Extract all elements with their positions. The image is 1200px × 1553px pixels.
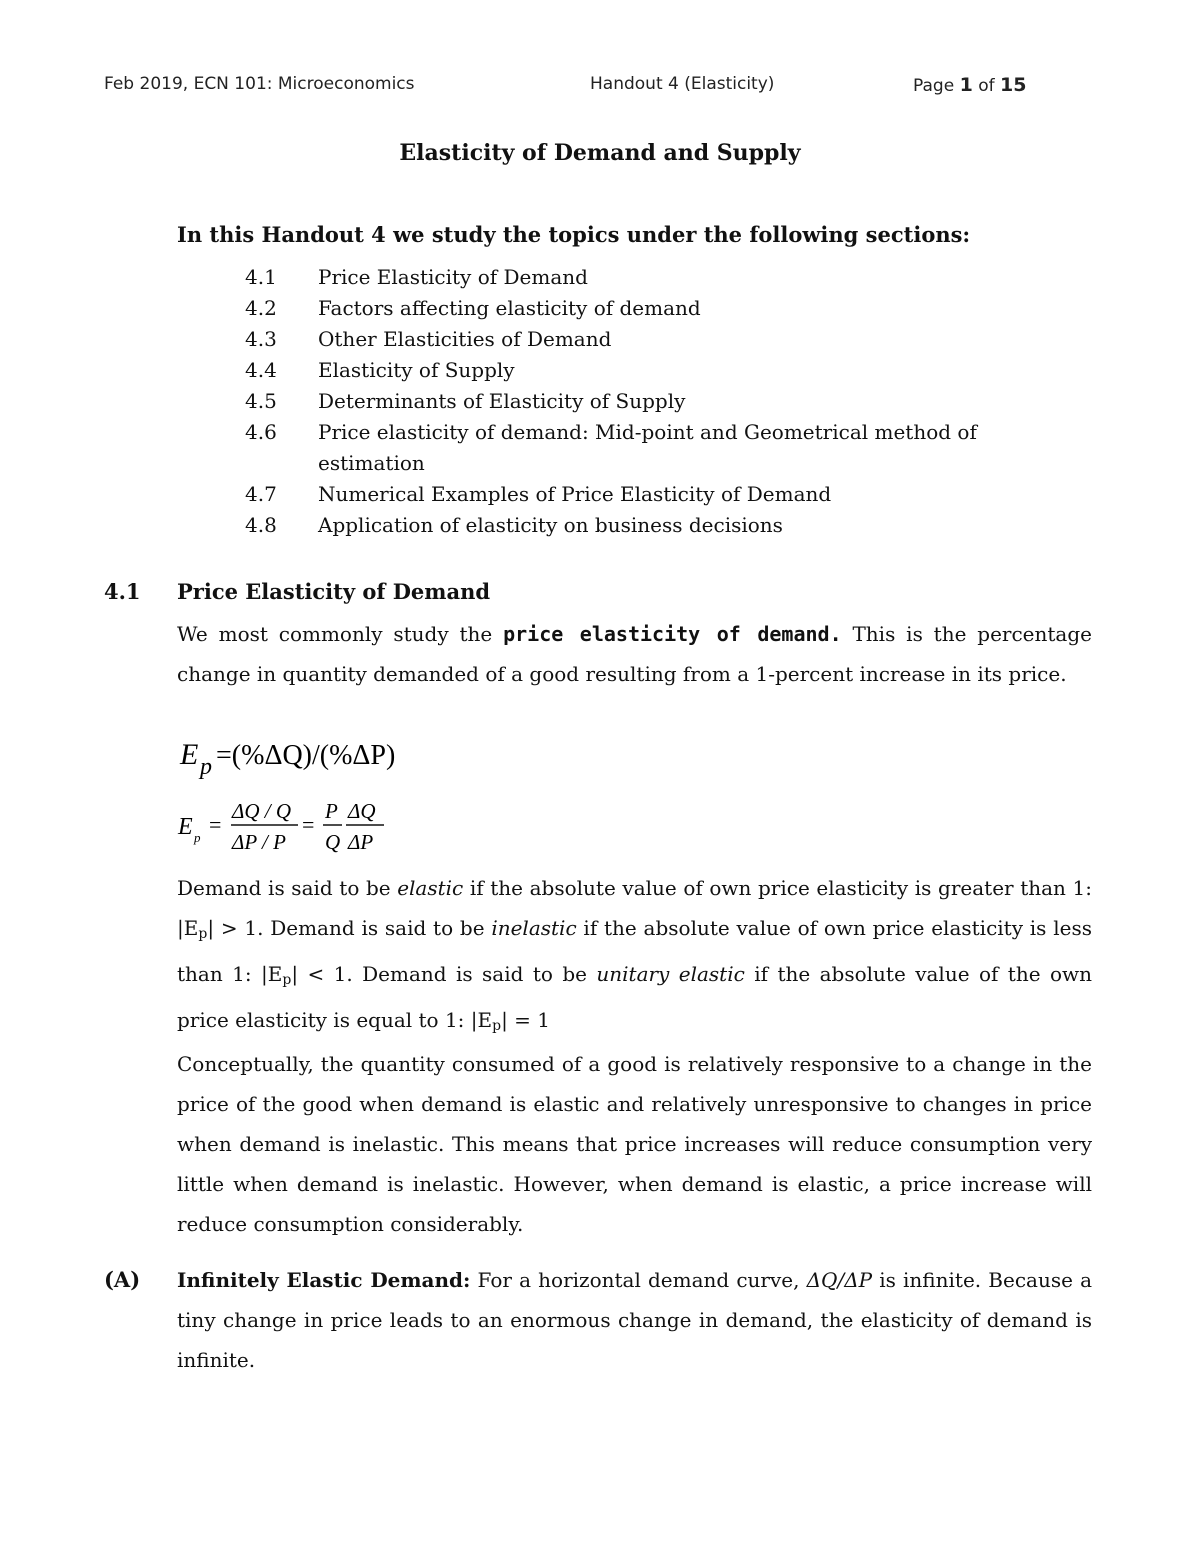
case-label: (A): [104, 1267, 141, 1292]
elasticity-formula-fraction: [176, 792, 416, 862]
toc-item-number: 4.5: [245, 389, 277, 413]
paragraph-elasticity-cases: Demand is said to be elastic if the absolute value of own price elasticity is greater than 1: $|E_p| > 1$. Demand is said to be inelastic if the absolute value of own price elasticity is less than 1: $|E_p| < 1$. Demand is said to be unitary elastic if the absolute value of the own price elasticity is equal to 1: $|E_p| = 1$: [177, 876, 1092, 1034]
svg-text:P: P: [325, 799, 338, 823]
svg-text:=: =: [209, 812, 222, 837]
svg-text:ΔQ: ΔQ: [348, 799, 376, 823]
toc-item-text: Other Elasticities of Demand: [318, 327, 612, 351]
header-page-number: Page 1 of 15: [913, 74, 1027, 96]
svg-text:ΔP / P: ΔP / P: [232, 830, 286, 854]
svg-text:E: E: [178, 814, 193, 840]
table-of-contents: [245, 262, 1045, 541]
svg-text:=(%ΔQ)/(%ΔP): =(%ΔQ)/(%ΔP): [216, 740, 396, 771]
toc-item: [245, 293, 1045, 324]
svg-text:p: p: [194, 830, 201, 845]
toc-item: [245, 324, 1045, 355]
toc-item-text: Numerical Examples of Price Elasticity of Demand: [318, 482, 832, 506]
svg-text:=: =: [302, 812, 315, 837]
toc-item-text: Application of elasticity on business decisions: [318, 513, 783, 537]
header-handout: Handout 4 (Elasticity): [590, 74, 775, 94]
toc-item-text: Elasticity of Supply: [318, 358, 515, 382]
svg-text:ΔQ / Q: ΔQ / Q: [232, 799, 291, 823]
toc-item: [245, 355, 1045, 386]
toc-item-number: 4.7: [245, 482, 277, 506]
toc-item: [245, 510, 1045, 541]
header-course: Feb 2019, ECN 101: Microeconomics: [104, 74, 415, 94]
toc-item-text: Price elasticity of demand: Mid-point and Geometrical method of estimation: [318, 420, 977, 475]
toc-item-text: Factors affecting elasticity of demand: [318, 296, 701, 320]
toc-item-number: 4.1: [245, 265, 277, 289]
document-title: Elasticity of Demand and Supply: [399, 140, 801, 166]
toc-item-text: Determinants of Elasticity of Supply: [318, 389, 686, 413]
svg-text:ΔP: ΔP: [348, 830, 374, 854]
svg-text:Q: Q: [325, 830, 341, 854]
intro-heading: In this Handout 4 we study the topics under the following sections:: [177, 222, 971, 247]
page-header: [104, 74, 1096, 102]
section-heading: 4.1 Price Elasticity of Demand: [104, 579, 491, 604]
paragraph-conceptual: Conceptually, the quantity consumed of a good is relatively responsive to a change in the price of the good when demand is elastic and relatively unresponsive to changes in price when demand is inelastic. This means that price increases will reduce consumption very little when demand is inelastic. However, when demand is elastic, a price increase will reduce consumption considerably.: [177, 1052, 1092, 1236]
toc-item-number: 4.2: [245, 296, 277, 320]
paragraph-definition: We most commonly study the price elasticity of demand. This is the percentage change in quantity demanded of a good resulting from a 1-percent increase in its price.: [177, 622, 1092, 686]
toc-item-number: 4.3: [245, 327, 277, 351]
toc-item-number: 4.4: [245, 358, 277, 382]
paragraph-infinitely-elastic: Infinitely Elastic Demand: For a horizontal demand curve, ΔQ/ΔP is infinite. Because a tiny change in price leads to an enormous change in demand, the elasticity of demand is infinite.: [177, 1268, 1092, 1372]
elasticity-formula-percent: [178, 732, 478, 782]
toc-item-number: 4.8: [245, 513, 277, 537]
svg-text:E: E: [180, 738, 199, 771]
svg-text:p: p: [200, 754, 212, 780]
toc-item: [245, 386, 1045, 417]
toc-item: [245, 262, 1045, 293]
toc-item: [245, 479, 1045, 510]
toc-item: [245, 417, 1045, 479]
toc-item-text: Price Elasticity of Demand: [318, 265, 588, 289]
toc-item-number: 4.6: [245, 420, 277, 444]
